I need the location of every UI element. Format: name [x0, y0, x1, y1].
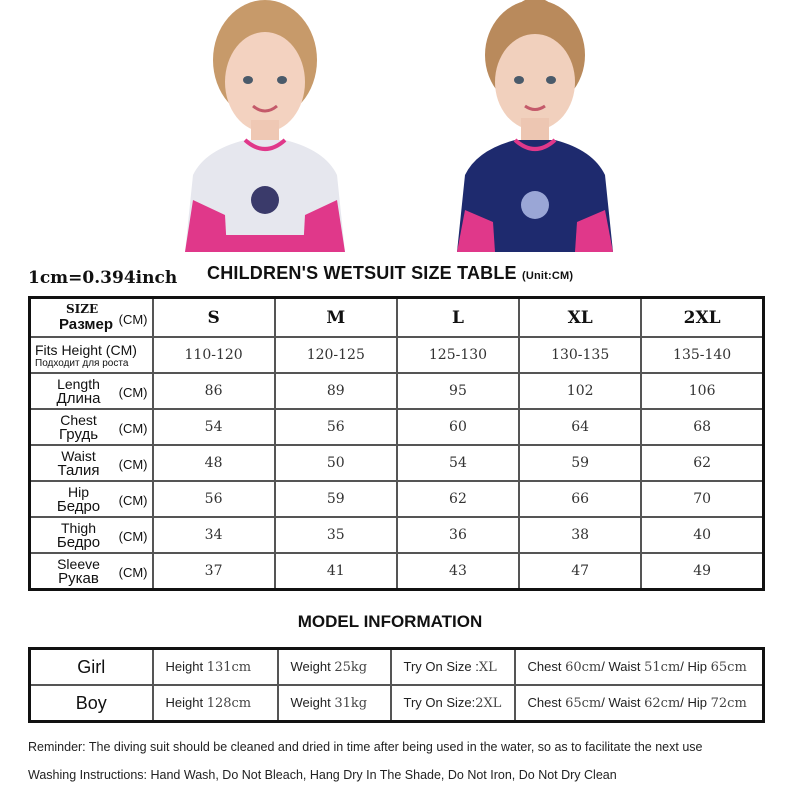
cell: 35	[275, 517, 397, 553]
cell: 64	[519, 409, 641, 445]
model-info-title: MODEL INFORMATION	[297, 612, 483, 631]
model-weight: Weight 25kg	[278, 649, 391, 686]
cell: 54	[153, 409, 275, 445]
cell: 86	[153, 373, 275, 409]
model-height: Height 131cm	[153, 649, 278, 686]
size-col-s: S	[153, 298, 275, 338]
size-col-xl: XL	[519, 298, 641, 338]
table-row	[30, 337, 764, 373]
cell: 62	[397, 481, 519, 517]
model-photo-navy-wetsuit	[435, 0, 635, 252]
unit-label: (Unit:CM)	[521, 270, 574, 282]
cell: 60	[397, 409, 519, 445]
cell: 66	[519, 481, 641, 517]
model-measurements: Chest 65cm/ Waist 62cm/ Hip 72cm	[515, 685, 764, 722]
cell: 40	[641, 517, 763, 553]
cell: 47	[519, 553, 641, 590]
cell: 50	[275, 445, 397, 481]
table-row	[30, 373, 764, 409]
model-name: Boy	[30, 685, 153, 722]
model-row-boy	[30, 685, 764, 722]
size-table-title: CHILDREN'S WETSUIT SIZE TABLE (Unit:CM)	[207, 263, 574, 283]
cell: 89	[275, 373, 397, 409]
row-label-waist: Waist Талия (CM)	[30, 445, 153, 481]
size-header-label: SIZE Размер (CM)	[30, 298, 153, 338]
cell: 41	[275, 553, 397, 590]
cell: 59	[275, 481, 397, 517]
model-weight: Weight 31kg	[278, 685, 391, 722]
cell: 56	[153, 481, 275, 517]
row-label-hip: Hip Бедро (CM)	[30, 481, 153, 517]
cell: 68	[641, 409, 763, 445]
cell: 38	[519, 517, 641, 553]
cell: 36	[397, 517, 519, 553]
table-row	[30, 553, 764, 590]
row-label-chest: Chest Грудь (CM)	[30, 409, 153, 445]
cell: 43	[397, 553, 519, 590]
cell: 34	[153, 517, 275, 553]
cell: 49	[641, 553, 763, 590]
model-measurements: Chest 60cm/ Waist 51cm/ Hip 65cm	[515, 649, 764, 686]
model-row-girl	[30, 649, 764, 686]
row-label-height: Fits Height (CM) Подходит для роста	[30, 337, 153, 373]
size-table	[28, 296, 765, 591]
cell: 54	[397, 445, 519, 481]
cell: 70	[641, 481, 763, 517]
table-row	[30, 445, 764, 481]
model-name: Girl	[30, 649, 153, 686]
cell: 135-140	[641, 337, 763, 373]
model-info-table	[28, 647, 765, 723]
table-row	[30, 481, 764, 517]
row-label-length: Length Длина (CM)	[30, 373, 153, 409]
cell: 120-125	[275, 337, 397, 373]
model-photo-white-wetsuit	[165, 0, 365, 252]
row-label-thigh: Thigh Бедро (CM)	[30, 517, 153, 553]
cell: 130-135	[519, 337, 641, 373]
cell: 56	[275, 409, 397, 445]
model-try-size: Try On Size :XL	[391, 649, 515, 686]
conversion-note: 1cm=0.394inch	[28, 268, 178, 288]
cell: 62	[641, 445, 763, 481]
row-label-sleeve: Sleeve Рукав (CM)	[30, 553, 153, 590]
size-col-l: L	[397, 298, 519, 338]
model-try-size: Try On Size:2XL	[391, 685, 515, 722]
cell: 48	[153, 445, 275, 481]
table-row	[30, 517, 764, 553]
cell: 95	[397, 373, 519, 409]
cell: 37	[153, 553, 275, 590]
washing-instructions: Washing Instructions: Hand Wash, Do Not Bleach, Hang Dry In The Shade, Do Not Iron, Do Not Dry Clean	[28, 768, 617, 782]
model-height: Height 128cm	[153, 685, 278, 722]
size-col-m: M	[275, 298, 397, 338]
reminder-note: Reminder: The diving suit should be cleaned and dried in time after being used in the water, so as to facilitate the next use	[28, 740, 703, 754]
cell: 125-130	[397, 337, 519, 373]
size-col-2xl: 2XL	[641, 298, 763, 338]
size-header-row	[30, 298, 764, 338]
cell: 110-120	[153, 337, 275, 373]
cell: 106	[641, 373, 763, 409]
cell: 102	[519, 373, 641, 409]
cell: 59	[519, 445, 641, 481]
table-row	[30, 409, 764, 445]
